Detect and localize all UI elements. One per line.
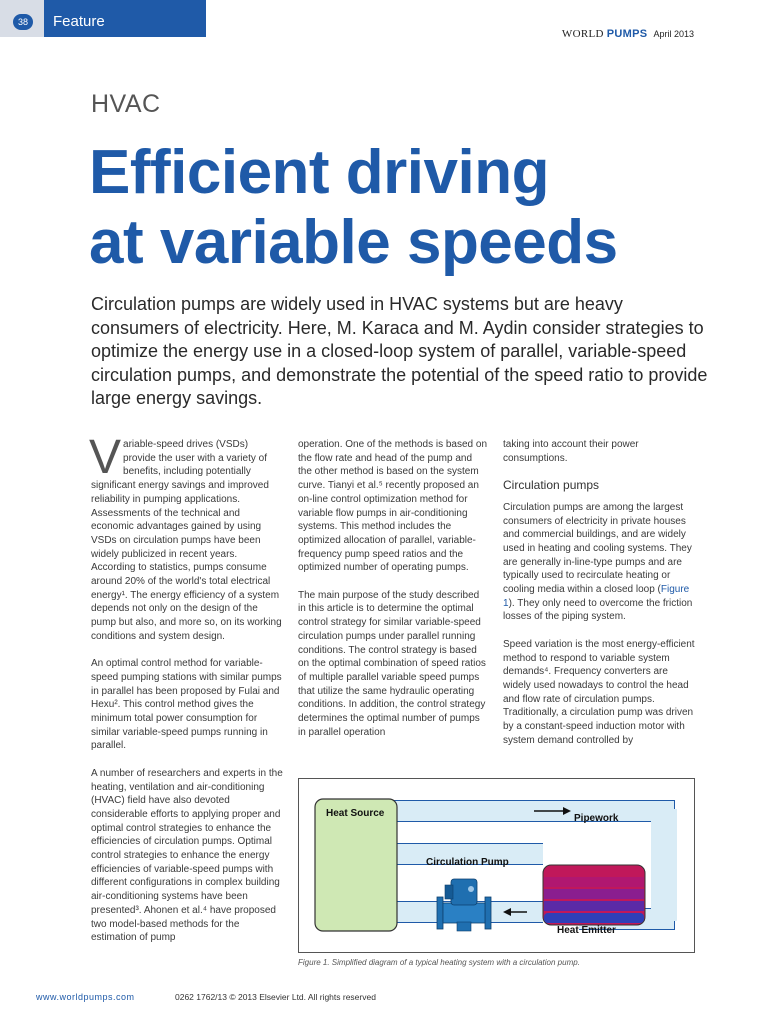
pump-icon: [437, 879, 491, 931]
page-number-box: [0, 0, 44, 37]
section-label: Feature: [53, 13, 105, 30]
paragraph: The main purpose of the study described in this article is to determine the optimal control strategy for similar variable-speed circulation pumps under parallel running conditions. The control strategy is based on the optimal combination of speed ratios of multiple parallel variable speed pumps that utilize the same hydraulic operating conditions. In addition, the control strategy determines the optimal number of pumps in parallel operation: [298, 589, 486, 738]
paragraph: Speed variation is the most energy-efficient method to respond to variable system demands⁴. Frequency converters are widely used nowadays to control the head and flow rate of circulation pumps. Traditionally, a circulation pump was driven by a constant-speed induction motor with system demand controlled by: [503, 638, 695, 746]
title-line-1: Efficient driving: [89, 138, 549, 207]
paragraph: An optimal control method for variable-speed pumping stations with similar pumps in parallel has been proposed by Fulai and Hexu². This control method gives the minimum total power consumption for similar variable-speed pumps running in parallel.: [91, 658, 282, 752]
article-kicker: HVAC: [91, 90, 161, 118]
footer-website-link[interactable]: www.worldpumps.com: [36, 992, 135, 1002]
heating-system-diagram: [299, 779, 694, 952]
body-column-3: [503, 438, 695, 761]
paragraph-text: ariable-speed drives (VSDs) provide the user with a variety of benefits, including potentially significant energy savings and improved reliability in pumping applications. Assessments of the technical and economic advantages gained by using VSDs on circulation pumps have been widely publicized in recent years. According to statistics, pumps consume around 20% of the world's total electrical energy¹. The energy efficiency of a system depends not only on the design of the pump but also, and more so, on its working conditions and system design.: [91, 439, 282, 642]
article-standfirst: Circulation pumps are widely used in HVAC systems but are heavy consumers of electricity. Here, M. Karaca and M. Aydin consider strategies to optimize the energy use in a closed-loop system of parallel, variable-speed circulation pumps, and demonstrate the potential of the speed ratio to provide large energy savings.: [91, 294, 708, 408]
figure-1: [298, 778, 695, 953]
paragraph: [89, 431, 283, 644]
paragraph-text: ). They only need to overcome the friction losses of the piping system.: [503, 597, 693, 623]
body-column-2: [298, 438, 488, 753]
figure-1-link[interactable]: Figure 1: [503, 584, 690, 609]
publication-name-pumps: PUMPS: [606, 28, 648, 40]
title-line-2: at variable speeds: [89, 208, 618, 277]
paragraph: taking into account their power consumptions.: [503, 439, 639, 464]
heat-source-label: Heat Source: [326, 808, 385, 819]
page-number: 38: [13, 14, 33, 30]
pipework-label: Pipework: [574, 813, 619, 824]
drop-cap: V: [89, 431, 122, 484]
heat-emitter-label: Heat Emitter: [557, 925, 616, 936]
emitter-band: [544, 913, 644, 923]
paragraph: [503, 501, 695, 624]
emitter-band: [544, 889, 644, 899]
subheading-circulation-pumps: Circulation pumps: [503, 478, 600, 493]
publication-masthead: [562, 28, 694, 40]
publication-name-world: WORLD: [561, 28, 604, 40]
circulation-pump-label: Circulation Pump: [426, 857, 509, 868]
paragraph: A number of researchers and experts in the heating, ventilation and air-conditioning (HVAC) field have also devoted considerable efforts to applying proper and optimal control strategies to enhance the efficiencies of circulation pumps. Optimal control strategies to enhance the energy efficiencies of variable-speed pumps with different configurations in complex building air-conditioning systems have been presented³. Ahonen et al.⁴ have proposed two model-based methods for the estimation of pump: [91, 767, 283, 944]
issue-date: April 2013: [653, 29, 694, 39]
pipe-corner-fill: [651, 809, 677, 921]
figure-1-caption: Figure 1. Simplified diagram of a typical heating system with a circulation pump.: [298, 958, 580, 967]
emitter-band: [544, 901, 644, 911]
emitter-band: [544, 877, 644, 887]
footer-copyright: 0262 1762/13 © 2013 Elsevier Ltd. All rights reserved: [175, 992, 376, 1002]
article-title: [89, 138, 709, 278]
paragraph-text: Circulation pumps are among the largest consumers of electricity in private houses and commercial buildings, and are widely used in heating and cooling systems. They are generally in-line-type pumps and are typically used to recirculate heating or cooling media within a closed loop (: [503, 501, 692, 596]
paragraph: operation. One of the methods is based on the flow rate and head of the pump and the other method is based on the system curve. Tianyi et al.⁵ recently proposed an on-line control optimization method for variable flow pumps in air-conditioning systems. This method includes the optimized allocation of parallel, variable-frequency pump speed ratios and the optimized number of operating pumps.: [298, 439, 488, 574]
body-column-1: [89, 431, 283, 959]
